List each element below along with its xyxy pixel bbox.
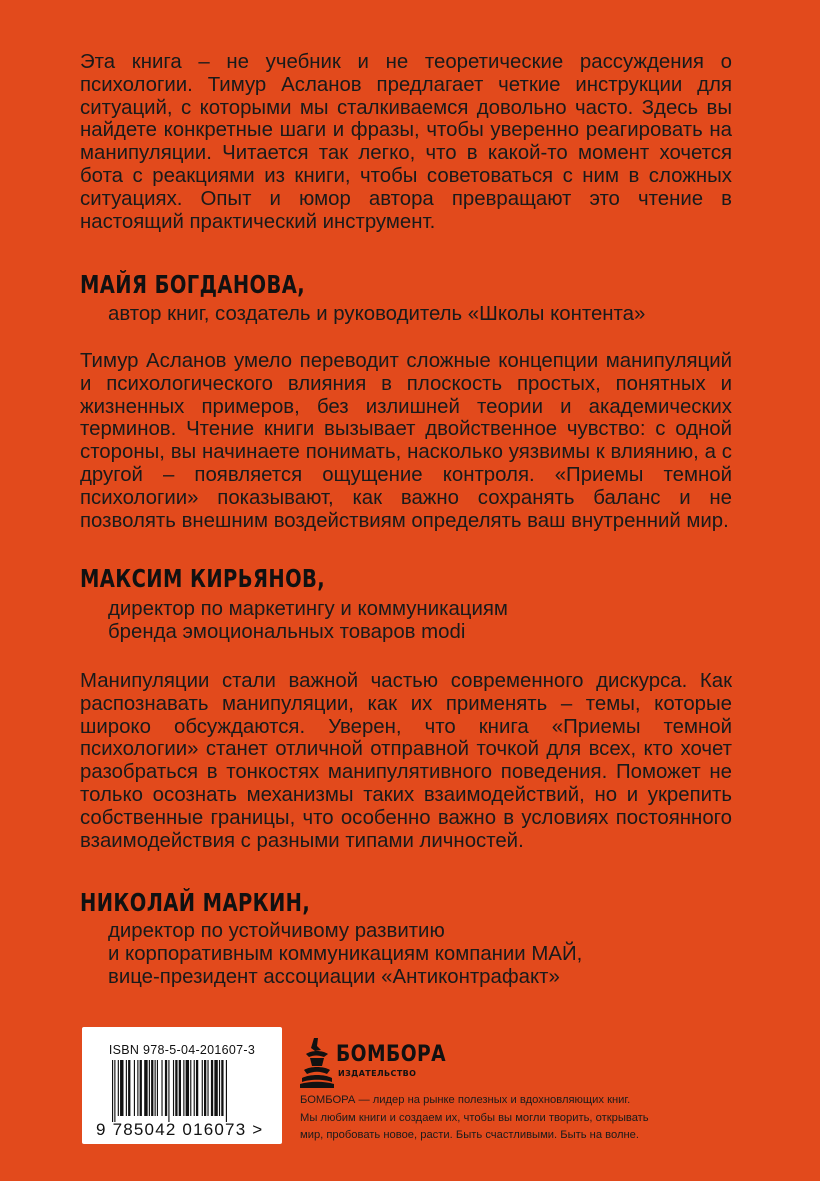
barcode-bar: [221, 1060, 223, 1116]
barcode-bar: [128, 1060, 130, 1116]
barcode-bar: [196, 1060, 198, 1116]
review-3-author: НИКОЛАЙ МАРКИН,: [80, 888, 311, 917]
tagline-line: БОМБОРА — лидер на рынке полезных и вдохновляющих книг.: [300, 1094, 631, 1106]
barcode-bar: [226, 1060, 227, 1122]
barcode-bar: [144, 1060, 147, 1116]
tagline-line: мир, пробовать новое, расти. Быть счастливыми. Быть на волне.: [300, 1129, 640, 1141]
barcode-bar: [112, 1060, 113, 1122]
barcode-bar: [165, 1060, 167, 1116]
review-3: [80, 670, 732, 852]
barcode-digits: 9 785042 016073 >: [96, 1120, 264, 1139]
barcode-bar: [137, 1060, 138, 1116]
publisher-tagline: [300, 1092, 680, 1145]
barcode-bar: [190, 1060, 191, 1116]
review-1-author-role: [108, 303, 645, 326]
barcode-bar: [140, 1060, 142, 1116]
barcode-bar: [161, 1060, 162, 1116]
barcode-bar: [219, 1060, 220, 1116]
barcode-bar: [173, 1060, 174, 1116]
barcode-bar: [202, 1060, 203, 1116]
barcode-bar: [179, 1060, 181, 1116]
barcode-bar: [204, 1060, 206, 1116]
role-line: вице-президент ассоциации «Антиконтрафакт»: [108, 965, 560, 988]
role-line: директор по маркетингу и коммуникациям: [108, 598, 508, 620]
barcode-bar: [120, 1060, 123, 1116]
role-line: автор книг, создатель и руководитель «Школы контента»: [108, 303, 646, 325]
barcode-bar: [207, 1060, 208, 1116]
role-line: директор по устойчивому развитию: [108, 920, 445, 942]
review-1-text: Эта книга – не учебник и не теоретические рассуждения о психологии. Тимур Асланов предлагает четкие инструкции для ситуаций, с которыми мы сталкиваемся довольно часто. Здесь вы найдете конкретные шаги и фразы, чтобы уверенно реагировать на манипуляции. Читается так легко, что в какой-то момент хочется бота с реакциями из книги, чтобы советоваться с ним в сложных ситуациях. Опыт и юмор автора превращают это чтение в настоящий практический инструмент.: [80, 51, 732, 233]
review-2-author-role: [108, 598, 508, 644]
barcode-bars: [112, 1060, 262, 1122]
barcode-bar: [183, 1060, 184, 1116]
barcode-bar: [168, 1060, 169, 1122]
barcode-bar: [194, 1060, 195, 1116]
role-line: бренда эмоциональных товаров modi: [108, 620, 466, 643]
barcode-bar: [211, 1060, 213, 1116]
review-3-text: Манипуляции стали важной частью современного дискурса. Как распознавать манипуляции, как их применять – темы, которые широко обсуждаются. Уверен, что книга «Приемы темной психологии» станет отличной отправной точкой для всех, кто хочет разобраться в тонкостях манипулятивного поведения. Поможет не только осознать механизмы таких взаимодействий, но и укрепить собственные границы, что особенно важно в условиях постоянного взаимодействия с разными типами личностей.: [80, 670, 732, 852]
review-1: [80, 51, 732, 233]
barcode-bar: [186, 1060, 189, 1116]
review-2-text: Тимур Асланов умело переводит сложные концепции манипуляций и психологического влияния в плоскость простых, понятных и жизненных примеров, без излишней теории и академических терминов. Чтение книги вызывает двойственное чувство: с одной стороны, вы начинаете понимать, насколько уязвимы к влиянию, а с другой – появляется ощущение контроля. «Приемы темной психологии» показывают, как важно сохранять баланс и не позволять внешним воздействиям определять ваш внутренний мир.: [80, 350, 732, 532]
barcode-bar: [114, 1060, 115, 1122]
barcode-bar: [134, 1060, 135, 1116]
publisher-logo-icon: [300, 1036, 334, 1088]
barcode-bar: [157, 1060, 158, 1116]
publisher-name: БОМБОРА: [336, 1042, 447, 1067]
barcode-bar: [175, 1060, 177, 1116]
barcode-bar: [118, 1060, 119, 1116]
isbn-number: ISBN 978-5-04-201607-3: [108, 1043, 256, 1057]
role-line: и корпоративным коммуникациям компании МАЙ,: [108, 942, 583, 965]
barcode-bar: [126, 1060, 127, 1116]
barcode-bar: [151, 1060, 153, 1116]
tagline-line: Мы любим книги и создаем их, чтобы вы могли творить, открывать: [300, 1111, 649, 1124]
barcode-bar: [149, 1060, 150, 1116]
review-1-author: МАЙЯ БОГДАНОВА,: [80, 270, 306, 299]
review-2-author: МАКСИМ КИРЬЯНОВ,: [80, 564, 326, 593]
review-3-author-role: [108, 920, 582, 988]
barcode-bar: [214, 1060, 217, 1116]
review-2: [80, 350, 732, 532]
isbn-barcode: [82, 1027, 282, 1144]
publisher-subtitle: ИЗДАТЕЛЬСТВО: [338, 1069, 417, 1078]
barcode-bar: [155, 1060, 156, 1116]
